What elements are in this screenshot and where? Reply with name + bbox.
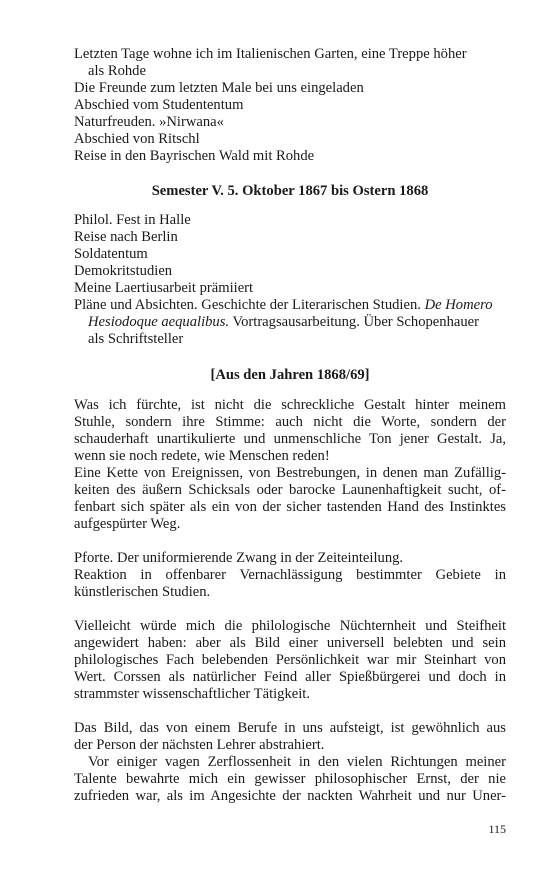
text-line: Wert. Corssen als natürlicher Feind aller Spießbürgerei und doch in	[74, 669, 506, 685]
paragraph	[74, 754, 506, 805]
paragraph	[74, 550, 506, 601]
list-item: Abschied von Ritschl	[74, 131, 200, 147]
text-line: wenn sie noch redete, wie Menschen reden!	[74, 448, 330, 464]
list-item-continuation: als Schriftsteller	[88, 331, 184, 347]
paragraph-gap	[74, 703, 506, 720]
text-line: künstlerischen Studien.	[74, 584, 211, 600]
text-line: Stuhle, sondern ihre Stimme: auch nicht die Worte, sondern der	[74, 414, 506, 430]
paragraph	[74, 720, 506, 754]
text-line: Eine Kette von Ereignissen, von Bestrebungen, in denen man Zufällig-	[74, 465, 506, 481]
text-line: aufgespürter Weg.	[74, 516, 181, 532]
section-heading-years: [Aus den Jahren 1868/69]	[210, 367, 370, 383]
text-line: Reaktion in offenbarer Vernachlässigung bestimmter Gebiete in	[74, 567, 506, 583]
plans-title-italic: De Homero	[424, 297, 493, 313]
text-line: keiten des äußern Schicksals oder barocke Launenhaftigkeit sucht, of-	[74, 482, 506, 498]
text-line: schauderhaft unartikulierte und unmenschliche Ton jener Gestalt. Ja,	[74, 431, 506, 447]
text-line: angewidert haben: aber als Bild einer universell belebten und sein	[74, 635, 506, 651]
list-item: Letzten Tage wohne ich im Italienischen Garten, eine Treppe höher	[74, 46, 467, 62]
list-item: Reise in den Bayrischen Wald mit Rohde	[74, 148, 315, 164]
list-item-continuation: als Rohde	[88, 63, 146, 79]
list-item: Naturfreuden. »Nirwana«	[74, 114, 224, 130]
text-line: Das Bild, das von einem Berufe in uns aufsteigt, ist gewöhnlich aus	[74, 720, 506, 736]
text-line: zufrieden war, als im Angesichte der nackten Wahrheit und nur Uner-	[74, 788, 506, 804]
text-line: der Person der nächsten Lehrer abstrahiert.	[74, 737, 325, 753]
text-line: Pforte. Der uniformierende Zwang in der Zeiteinteilung.	[74, 550, 404, 566]
list-item: Demokritstudien	[74, 263, 173, 279]
paragraph	[74, 465, 506, 533]
plans-text: Pläne und Absichten. Geschichte der Literarischen Studien.	[74, 297, 421, 313]
paragraph	[74, 618, 506, 703]
list-item: Soldatentum	[74, 246, 148, 262]
list-item: Abschied vom Studententum	[74, 97, 244, 113]
plans-text: Vortragsausarbeitung. Über Schopenhauer	[232, 314, 479, 330]
text-line: Was ich fürchte, ist nicht die schreckliche Gestalt hinter meinem	[74, 397, 506, 413]
text-line: Vielleicht würde mich die philologische Nüchternheit und Steifheit	[74, 618, 506, 634]
paragraph	[74, 397, 506, 465]
list-item: Die Freunde zum letzten Male bei uns eingeladen	[74, 80, 364, 96]
list-item-plans	[74, 297, 506, 314]
text-line: Talente bewahrte mich ein gewisser philosophischer Ernst, der nie	[74, 771, 506, 787]
list-item-continuation	[74, 314, 506, 331]
section-list-2	[74, 212, 506, 348]
page-number: 115	[488, 822, 506, 836]
list-item: Meine Laertiusarbeit prämiiert	[74, 280, 254, 296]
section-list-1	[74, 46, 506, 165]
text-line: philologisches Fach belebenden Persönlichkeit war mir Steinhart von	[74, 652, 506, 668]
text-line: fenbart sich später als ein von der sicher tastenden Hand des Instinktes	[74, 499, 506, 515]
plans-title-italic: Hesiodoque aequalibus.	[88, 314, 230, 330]
text-line: Vor einiger vagen Zerflossenheit in den vielen Richtungen meiner	[88, 754, 506, 770]
text-line: strammster wissenschaftlicher Tätigkeit.	[74, 686, 311, 702]
paragraph-gap	[74, 533, 506, 550]
list-item: Reise nach Berlin	[74, 229, 178, 245]
section-heading-semester: Semester V. 5. Oktober 1867 bis Ostern 1868	[151, 183, 429, 199]
list-item: Philol. Fest in Halle	[74, 212, 191, 228]
paragraph-gap	[74, 601, 506, 618]
